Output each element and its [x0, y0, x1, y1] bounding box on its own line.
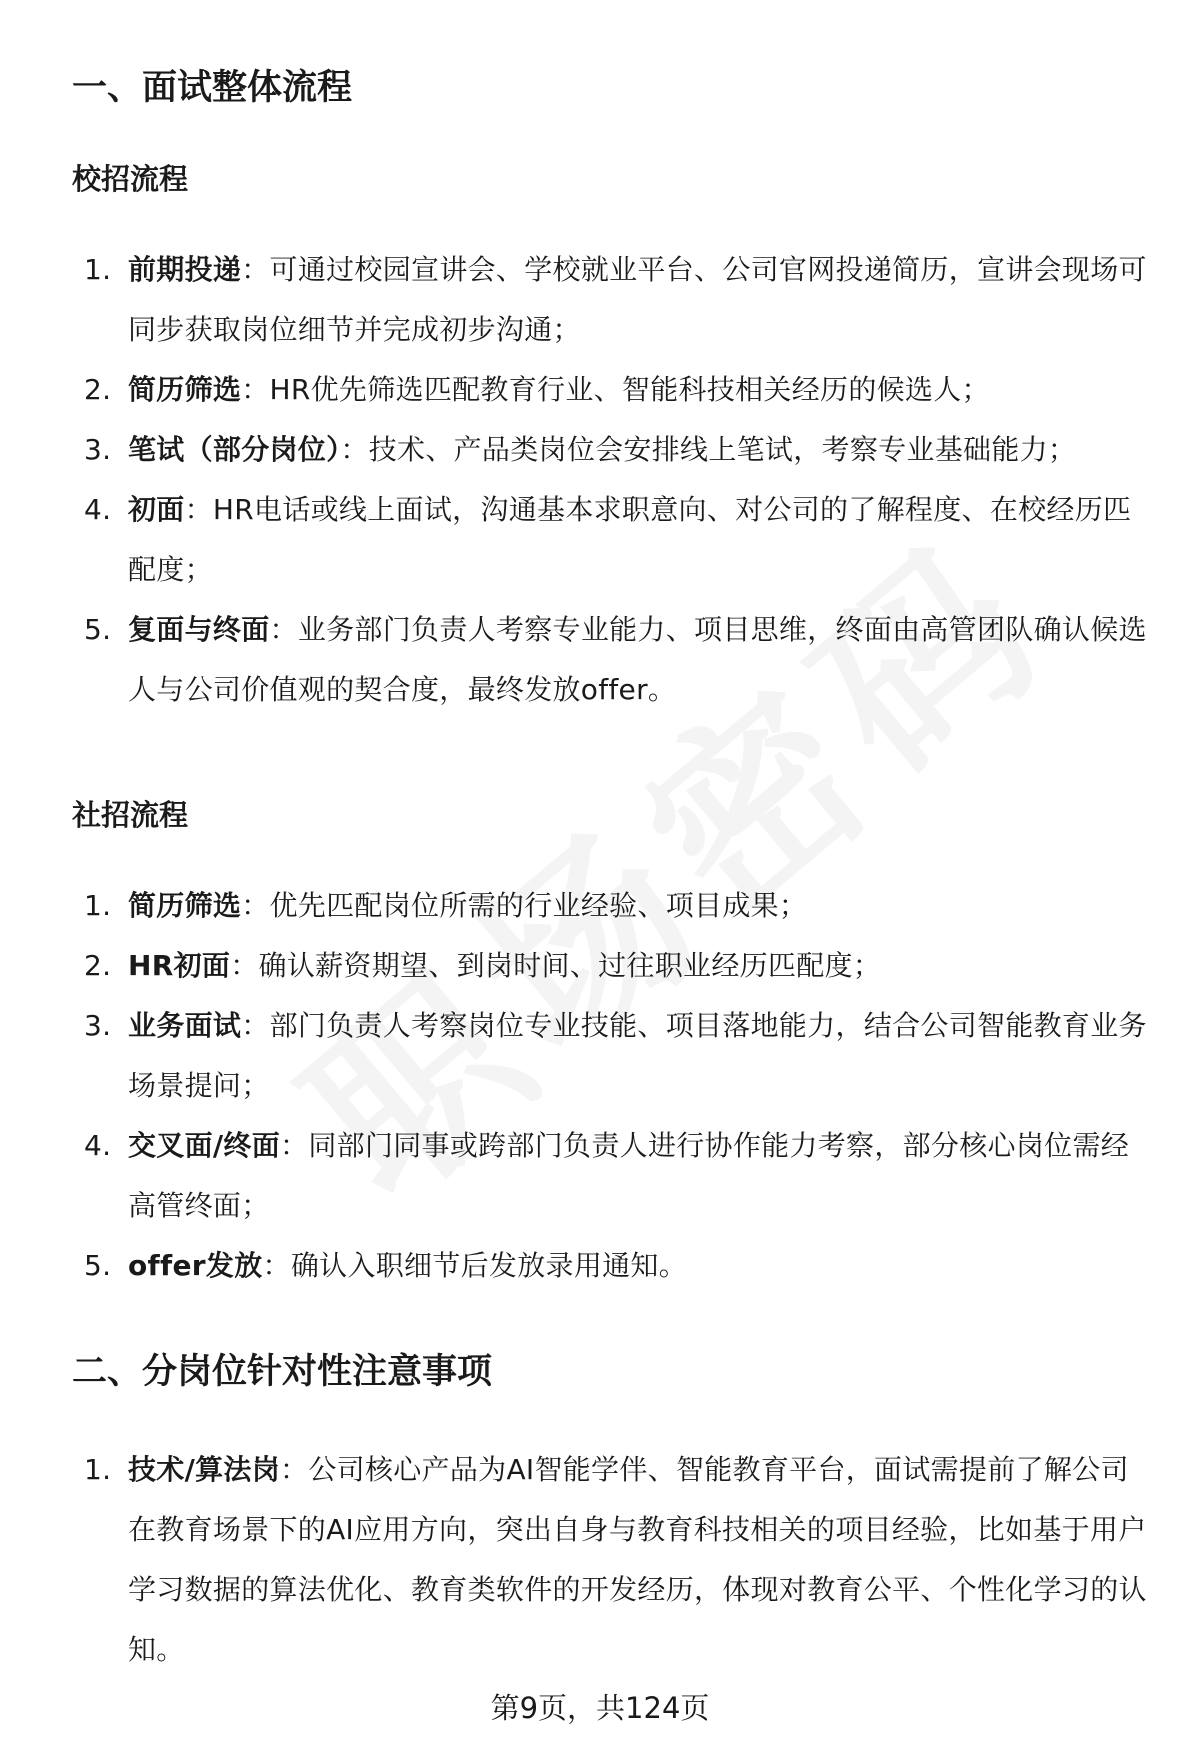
list-item: [0, 996, 1200, 1116]
item-text: 技术、产品类岗位会安排线上笔试，考察专业基础能力；: [368, 433, 1077, 466]
social-process-list: [0, 876, 1200, 1296]
item-term: 业务面试: [128, 1009, 242, 1042]
item-text: 可通过校园宣讲会、学校就业平台、公司官网投递简历，宣讲会现场可同步获取岗位细节并完成初步沟通；: [128, 253, 1147, 346]
item-text: 优先匹配岗位所需的行业经验、项目成果；: [269, 889, 808, 922]
item-number: 2.: [84, 373, 112, 406]
list-item: [0, 1116, 1200, 1236]
item-number: 2.: [84, 949, 112, 982]
list-item: [0, 876, 1200, 936]
section1-title: 一、面试整体流程: [72, 68, 353, 108]
list-item: [0, 1236, 1200, 1296]
item-number: 1.: [84, 1453, 112, 1486]
item-text: HR电话或线上面试，沟通基本求职意向、对公司的了解程度、在校经历匹配度；: [128, 493, 1132, 586]
item-term: 笔试（部分岗位）: [128, 433, 341, 466]
item-number: 3.: [84, 1009, 112, 1042]
item-separator: ：: [241, 253, 270, 286]
item-separator: ：: [230, 949, 259, 982]
item-separator: ：: [262, 1249, 291, 1282]
list-item: [0, 420, 1200, 480]
list-item: [0, 240, 1200, 360]
item-text: 业务部门负责人考察专业能力、项目思维，终面由高管团队确认候选人与公司价值观的契合度，最终发放offer。: [128, 613, 1147, 706]
item-separator: ：: [280, 1129, 309, 1162]
campus-process-title: 校招流程: [72, 162, 189, 196]
item-number: 3.: [84, 433, 112, 466]
item-term: 简历筛选: [128, 373, 242, 406]
position-notes-list: [0, 1440, 1200, 1680]
social-process-title: 社招流程: [72, 798, 189, 832]
item-number: 1.: [84, 253, 112, 286]
item-text: HR优先筛选匹配教育行业、智能科技相关经历的候选人；: [269, 373, 990, 406]
item-number: 1.: [84, 889, 112, 922]
item-separator: ：: [184, 493, 213, 526]
item-term: 简历筛选: [128, 889, 242, 922]
item-term: 技术/算法岗: [128, 1453, 281, 1486]
page-number: 第9页，共124页: [490, 1691, 710, 1725]
item-separator: ：: [241, 1009, 270, 1042]
item-text: 确认入职细节后发放录用通知。: [290, 1249, 688, 1282]
item-term: 复面与终面: [128, 613, 270, 646]
list-item: [0, 936, 1200, 996]
section2-title: 二、分岗位针对性注意事项: [72, 1352, 493, 1392]
item-text: 公司核心产品为AI智能学伴、智能教育平台，面试需提前了解公司在教育场景下的AI应用方向，突出自身与教育科技相关的项目经验，比如基于用户学习数据的算法优化、教育类软件的开发经历，体现对教育公平、个性化学习的认知。: [128, 1453, 1147, 1666]
list-item: [0, 360, 1200, 420]
item-text: 同部门同事或跨部门负责人进行协作能力考察，部分核心岗位需经高管终面；: [128, 1129, 1130, 1222]
list-item: [0, 600, 1200, 720]
item-number: 5.: [84, 613, 112, 646]
item-term: 前期投递: [128, 253, 242, 286]
item-text: 确认薪资期望、到岗时间、过往职业经历匹配度；: [258, 949, 882, 982]
item-text: 部门负责人考察岗位专业技能、项目落地能力，结合公司智能教育业务场景提问；: [128, 1009, 1147, 1102]
item-number: 4.: [84, 493, 112, 526]
list-item: [0, 1440, 1200, 1680]
item-separator: ：: [241, 889, 270, 922]
item-separator: ：: [241, 373, 270, 406]
item-term: 交叉面/终面: [128, 1129, 281, 1162]
item-separator: ：: [280, 1453, 309, 1486]
campus-process-list: [0, 240, 1200, 720]
item-separator: ：: [269, 613, 298, 646]
item-number: 5.: [84, 1249, 112, 1282]
item-separator: ：: [340, 433, 369, 466]
item-term: offer发放: [128, 1249, 263, 1282]
list-item: [0, 480, 1200, 600]
item-term: 初面: [128, 493, 185, 526]
item-term: HR初面: [128, 949, 231, 982]
item-number: 4.: [84, 1129, 112, 1162]
